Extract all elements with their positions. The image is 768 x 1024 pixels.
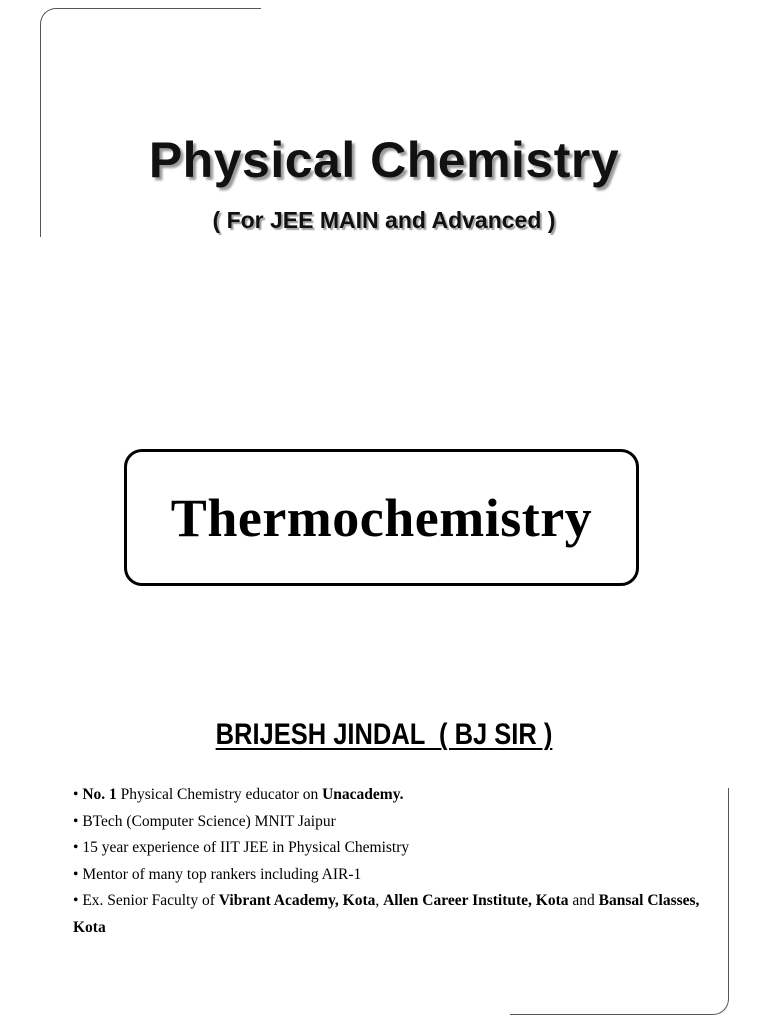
bio-institute: Bansal Classes, Kota <box>73 892 700 936</box>
bio-item-mentor <box>73 862 703 889</box>
topic-box <box>124 449 639 586</box>
bio-text: and <box>568 892 599 909</box>
bio-platform: Unacademy. <box>322 786 404 803</box>
page-title: Physical Chemistry <box>148 132 620 188</box>
bio-institute: Allen Career Institute, Kota <box>383 892 569 909</box>
bio-text: Mentor of many top rankers including AIR-1 <box>82 865 362 883</box>
bio-rank: No. 1 <box>82 786 117 803</box>
bullet-icon: • <box>73 892 79 909</box>
author-name: BRIJESH JINDAL ( BJ SIR ) <box>215 718 553 751</box>
bio-text: Ex. Senior Faculty of <box>82 892 219 909</box>
bio-text: , <box>375 892 384 909</box>
bullet-icon: • <box>73 786 79 803</box>
page-subtitle: ( For JEE MAIN and Advanced ) <box>212 207 556 233</box>
bio-item-rank <box>73 782 703 809</box>
bio-item-education <box>73 809 703 836</box>
bio-institute: Vibrant Academy, Kota <box>218 892 376 909</box>
bio-item-faculty <box>73 888 703 941</box>
author-bio-list <box>73 782 703 941</box>
bullet-icon: • <box>73 865 79 883</box>
bio-text: 15 year experience of IIT JEE in Physical Chemistry <box>82 839 410 856</box>
bio-text: BTech (Computer Science) MNIT Jaipur <box>82 812 336 830</box>
bio-text: Physical Chemistry educator on <box>116 786 323 803</box>
topic-title: Thermochemistry <box>170 487 593 548</box>
bio-item-experience <box>73 835 703 862</box>
bullet-icon: • <box>73 839 79 856</box>
bullet-icon: • <box>73 812 79 830</box>
